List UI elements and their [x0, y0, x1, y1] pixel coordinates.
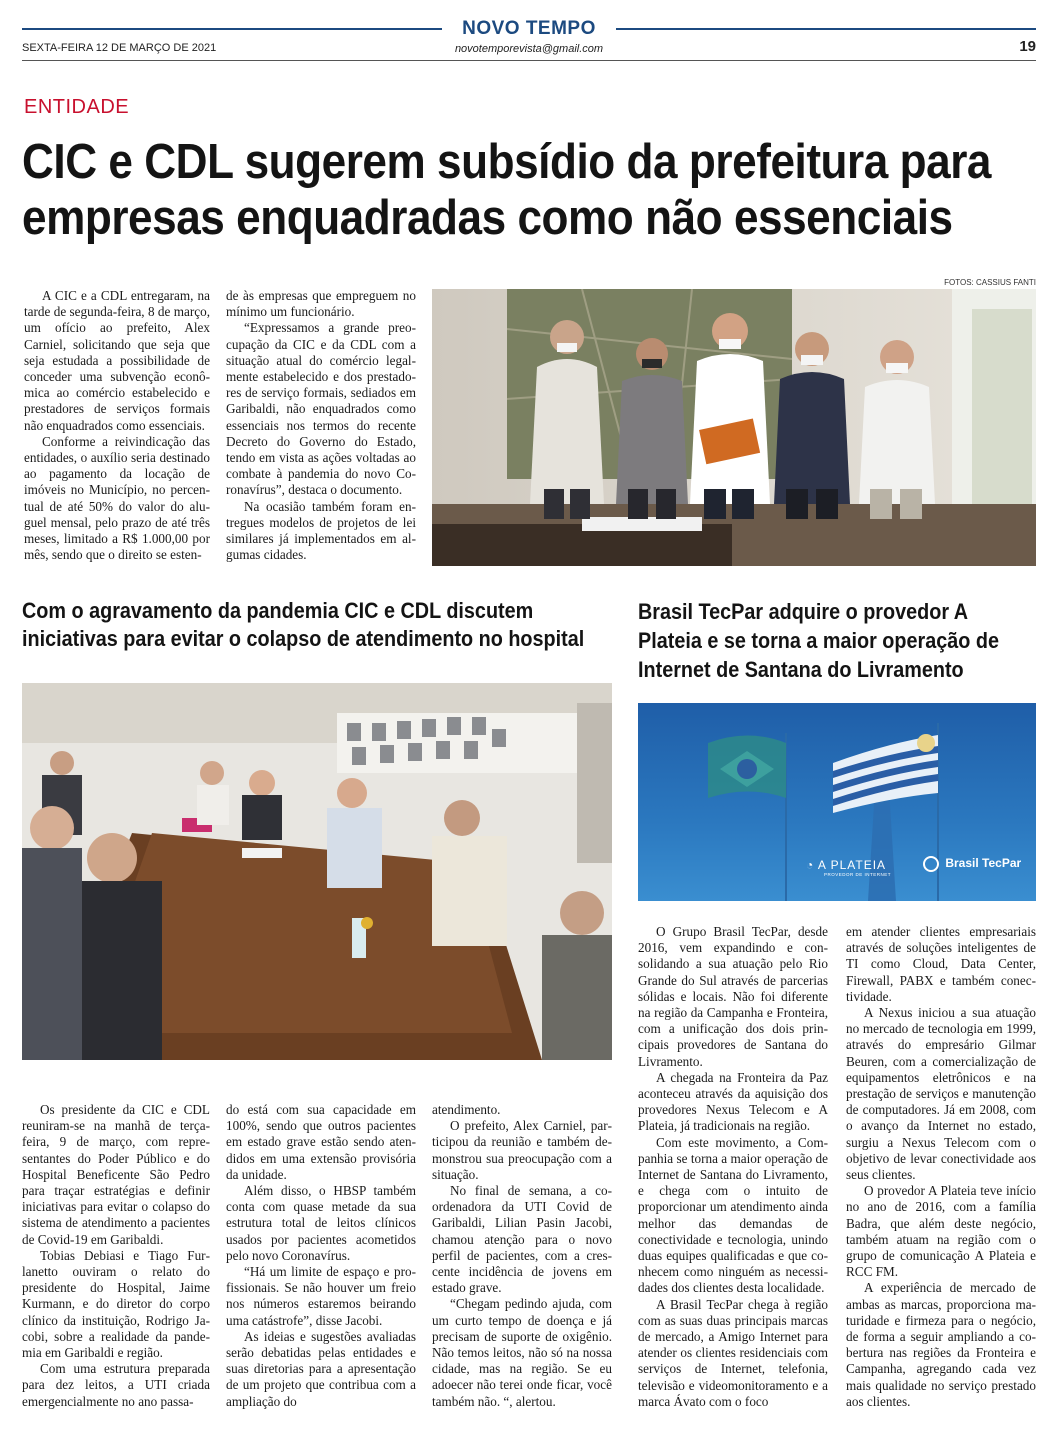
hospital-headline [22, 597, 607, 653]
tecpar-article-col2 [846, 924, 1036, 1410]
hospital-headline-line1: Com o agravamento da pandemia CIC e CDL discutem [22, 598, 534, 623]
a-plateia-logo-text: A PLATEIA [817, 858, 887, 872]
paragraph: A experiência de mercado de ambas as marcas, proporciona maturidade e firmeza para o negócio, de forma a seguir ampliando a cobertura nas regiões da Fronteira e Campanha, agregando cada vez mais qualidade no serviço prestado aos clientes. [846, 1280, 1036, 1409]
paragraph: Tobias Debiasi e Tiago Furlanetto ouviram o relato do presidente do Hospital, Jaime Kurmann, e do diretor do corpo clínico da instituição, Rodrigo Jacobi, sobre a realidade da pandemia em Garibaldi e região. [22, 1247, 210, 1361]
page-number: 19 [1019, 38, 1036, 55]
publication-title: NOVO TEMPO [462, 18, 596, 39]
photo-credit: FOTOS: CASSIUS FANTI [944, 278, 1036, 287]
brasil-tecpar-logo [923, 856, 1021, 872]
photo-hospital-meeting [22, 683, 612, 1060]
section-tag: ENTIDADE [24, 96, 130, 118]
tecpar-headline-line1: Brasil TecPar adquire o provedor A [638, 599, 969, 624]
tecpar-headline-line3: Internet de Santana do Livramento [638, 657, 964, 682]
paragraph: atendimento. [432, 1102, 501, 1117]
paragraph: em atender clientes empresariais através de soluções inteligentes de TI como Cloud, Data Center, Firewall, PABX e também conectividade. [846, 924, 1036, 1004]
hospital-article-col2 [226, 1102, 416, 1410]
photo-flags [638, 703, 1036, 901]
paragraph: Além disso, o HBSP também conta com quase metade da sua estrutura total de leitos clínicos usados por pacientes acometidos pelo novo Coronavírus. [226, 1183, 416, 1263]
hospital-article-col3 [432, 1102, 612, 1410]
tecpar-headline [638, 597, 1034, 684]
main-headline-line2: empresas enquadradas como não essenciais [22, 191, 953, 245]
paragraph: Os presidente da CIC e CDL reuniram-se na manhã de terça-feira, 9 de março, com representantes do Poder Público e do Hospital Beneficente São Pedro para traçar estratégias e definir iniciativas para evitar o colapso do sistema de atendimento a pacientes de Covid-19 em Garibaldi. [22, 1102, 210, 1247]
main-headline [22, 134, 1035, 246]
paragraph: Conforme a reivindicação das entidades, o auxílio seria destinado ao pagamento da locação de imóveis no Município, no percentual de até 50% do valor do aluguel mensal, pelo prazo de até três meses, limitado a R$ 1.000,00 por mês, sendo que o direito se esten- [24, 433, 210, 563]
hospital-article-col1 [22, 1102, 210, 1410]
masthead-rule-right [616, 28, 1036, 30]
wifi-icon: ◔ [806, 858, 815, 872]
a-plateia-logo-subtext: PROVEDOR DE INTERNET [824, 872, 892, 877]
paragraph: “Chegam pedindo ajuda, com um curto tempo de doença e já precisam de suporte de oxigênio. Não temos leitos, não só na nossa cidade, mas na região. Se eu adoecer não terei onde ficar, você também não. “, alertou. [432, 1296, 612, 1409]
tecpar-article-col1 [638, 924, 828, 1410]
paragraph: No final de semana, a coordenadora da UTI Covid de Garibaldi, Lilian Pasin Jacobi, chamou atenção para o novo perfil de pacientes, com a crescente incidência de jovens em estado grave. [432, 1183, 612, 1296]
tecpar-icon [923, 856, 939, 872]
masthead [0, 0, 1058, 62]
paragraph: A Nexus iniciou a sua atuação no mercado de tecnologia em 1999, através do empresário Gilmar Beuren, com a comercialização de equipamentos eletrônicos e na prestação de serviços e manutenção de computadores. Já em 2008, com o avanço da Internet no estado, surgiu a Nexus Telecom com o objetivo de levar conectividade aos seus clientes. [846, 1005, 1036, 1183]
hospital-headline-line2: iniciativas para evitar o colapso de atendimento no hospital [22, 626, 585, 651]
paragraph: de às empresas que empreguem no mínimo um funcionário. [226, 288, 416, 320]
paragraph: do está com sua capacidade em 100%, sendo que outros pacientes em estado grave estão sendo atendidos em uma extensão provisória da unidade. [226, 1102, 416, 1182]
paragraph: Com uma estrutura preparada para dez leitos, a UTI criada emergencialmente no ano passa- [22, 1361, 210, 1409]
brasil-tecpar-logo-text: Brasil TecPar [945, 856, 1022, 871]
paragraph: O Grupo Brasil TecPar, desde 2016, vem expandindo e consolidando a sua atuação pelo Rio Grande do Sul através de parcerias sólidas e locais. Não foi diferente na região da Campanha e Fronteira, com a unificação dos dois principais provedores de Santana do Livramento. [638, 924, 828, 1069]
paragraph: Na ocasião também foram entregues modelos de projetos de lei similares já implementados em algumas cidades. [226, 498, 416, 563]
paragraph: A CIC e a CDL entregaram, na tarde de segunda-feira, 8 de março, um ofício ao prefeito, Alex Carniel, solicitando que seja que seja estudada a possibilidade de conceder uma subvenção econômica ao comércio estabelecido e prestadores de serviços formais não enquadrados como essenciais. [24, 288, 210, 433]
issue-date: SEXTA-FEIRA 12 DE MARÇO DE 2021 [22, 42, 217, 54]
paragraph: As ideias e sugestões avaliadas serão debatidas pelas entidades e suas diretorias para a apresentação de um projeto que contribua com a ampliação do [226, 1328, 416, 1409]
contact-email: novotemporevista@gmail.com [454, 43, 604, 55]
paragraph: A chegada na Fronteira da Paz aconteceu através da aquisição dos provedores Nexus Telecom e A Plateia, já tradicionais na região. [638, 1069, 828, 1134]
paragraph: Com este movimento, a Companhia se torna a maior operação de Internet de Santana do Livramento, e chega com o intuito de proporcionar um atendimento ainda melhor das demandas de conectividade e tecnologia, unindo duas equipes qualificadas e que conhecem como ninguém as necessidades dos clientes desta localidade. [638, 1134, 828, 1296]
a-plateia-logo [806, 858, 891, 877]
paragraph: “Expressamos a grande preocupação da CIC e da CDL com a situação atual do comércio legalmente estabelecido e dos prestadores de serviço formais, sediados em Garibaldi, não enquadrados como essenciais nos termos do recente Decreto do Governo do Estado, tendo em vista as ações voltadas ao combate à pandemia do novo Coronavírus”, destaca o documento. [226, 320, 416, 498]
main-headline-line1: CIC e CDL sugerem subsídio da prefeitura para [22, 135, 991, 189]
main-article-col2 [226, 288, 416, 563]
tecpar-headline-line2: Plateia e se torna a maior operação de [638, 628, 999, 653]
photo-delegation-meeting [432, 289, 1036, 566]
paragraph: O provedor A Plateia teve início no ano de 2016, com a família Badra, que além deste negócio, também atuam na região com o grupo de comunicação A Plateia e RCC FM. [846, 1183, 1036, 1280]
masthead-divider [22, 60, 1036, 61]
main-article-col1 [24, 288, 210, 563]
paragraph: O prefeito, Alex Carniel, participou da reunião e também demonstrou sua preocupação com a situação. [432, 1118, 612, 1182]
paragraph: “Há um limite de espaço e profissionais. Se não houver um freio nos números estaremos beirando uma catástrofe”, disse Jacobi. [226, 1264, 416, 1328]
paragraph: A Brasil TecPar chega à região com as suas duas principais marcas de mercado, a Amigo Internet para atender os clientes residenciais com serviços de Internet, telefonia, televisão e videomonitoramento e a marca Ávato com o foco [638, 1296, 828, 1409]
